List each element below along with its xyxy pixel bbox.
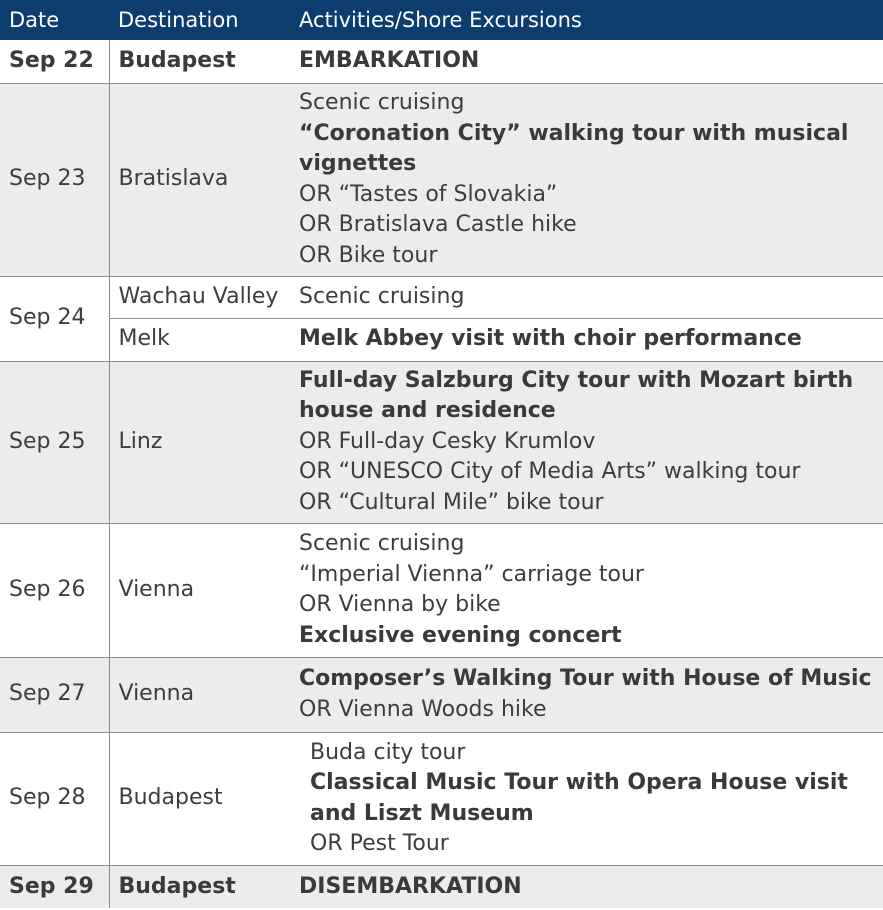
destination-cell: Budapest	[109, 732, 290, 865]
activity-line: Classical Music Tour with Opera House visit and Liszt Museum	[310, 770, 848, 826]
destination-cell: Vienna	[109, 523, 290, 657]
header-row	[0, 0, 883, 40]
destination-cell: Melk	[109, 318, 290, 361]
destination-cell: Budapest	[109, 865, 290, 908]
date-cell: Sep 25	[0, 361, 109, 523]
header-date: Date	[0, 0, 109, 40]
activity-line: OR “Tastes of Slovakia”	[299, 181, 558, 207]
activity-line: OR Pest Tour	[310, 831, 449, 856]
table-row	[0, 318, 883, 361]
activity-line: Scenic cruising	[299, 90, 465, 115]
activities-cell	[290, 865, 883, 908]
activity-line: Composer’s Walking Tour with House of Music	[299, 666, 872, 691]
destination-cell: Wachau Valley	[109, 276, 290, 318]
activity-line: “Coronation City” walking tour with musical vignettes	[299, 120, 849, 176]
date-cell: Sep 26	[0, 523, 109, 657]
activities-cell	[290, 657, 883, 732]
activity-line: Scenic cruising	[299, 283, 465, 309]
table-row	[0, 523, 883, 657]
activity-line: Full-day Salzburg City tour with Mozart birth house and residence	[299, 367, 854, 424]
activity-line: OR “UNESCO City of Media Arts” walking tour	[299, 459, 801, 485]
date-cell: Sep 27	[0, 657, 109, 732]
date-cell: Sep 23	[0, 83, 109, 276]
date-cell: Sep 24	[0, 276, 109, 361]
activity-line: OR Full-day Cesky Krumlov	[299, 428, 596, 454]
activities-cell	[290, 83, 883, 276]
activity-line: Scenic cruising	[299, 531, 465, 556]
header-activities: Activities/Shore Excursions	[290, 0, 883, 40]
activity-line: DISEMBARKATION	[299, 873, 522, 899]
destination-cell: Bratislava	[109, 83, 290, 276]
activity-line: OR “Cultural Mile” bike tour	[299, 489, 604, 515]
table-row	[0, 40, 883, 83]
activity-line: OR Vienna Woods hike	[299, 696, 547, 722]
activities-cell	[290, 732, 883, 865]
table-row	[0, 83, 883, 276]
table-row	[0, 276, 883, 318]
activity-line: OR Bratislava Castle hike	[299, 212, 577, 237]
activity-line: Melk Abbey visit with choir performance	[299, 326, 802, 352]
destination-cell: Budapest	[109, 40, 290, 83]
activity-line: OR Vienna by bike	[299, 592, 501, 617]
activities-cell	[290, 361, 883, 523]
activities-cell	[290, 276, 883, 318]
date-cell: Sep 29	[0, 865, 109, 908]
activity-line: OR Bike tour	[299, 242, 438, 268]
table-row	[0, 732, 883, 865]
activities-cell	[290, 523, 883, 657]
activity-line: Buda city tour	[310, 739, 466, 765]
header-destination: Destination	[109, 0, 290, 40]
table-row	[0, 657, 883, 732]
table-row	[0, 361, 883, 523]
activities-cell	[290, 318, 883, 361]
activity-line: “Imperial Vienna” carriage tour	[299, 561, 644, 587]
table-row	[0, 865, 883, 908]
activity-line: EMBARKATION	[299, 48, 480, 73]
date-cell: Sep 28	[0, 732, 109, 865]
date-cell: Sep 22	[0, 40, 109, 83]
destination-cell: Linz	[109, 361, 290, 523]
destination-cell: Vienna	[109, 657, 290, 732]
activities-cell	[290, 40, 883, 83]
activity-line: Exclusive evening concert	[299, 622, 622, 648]
